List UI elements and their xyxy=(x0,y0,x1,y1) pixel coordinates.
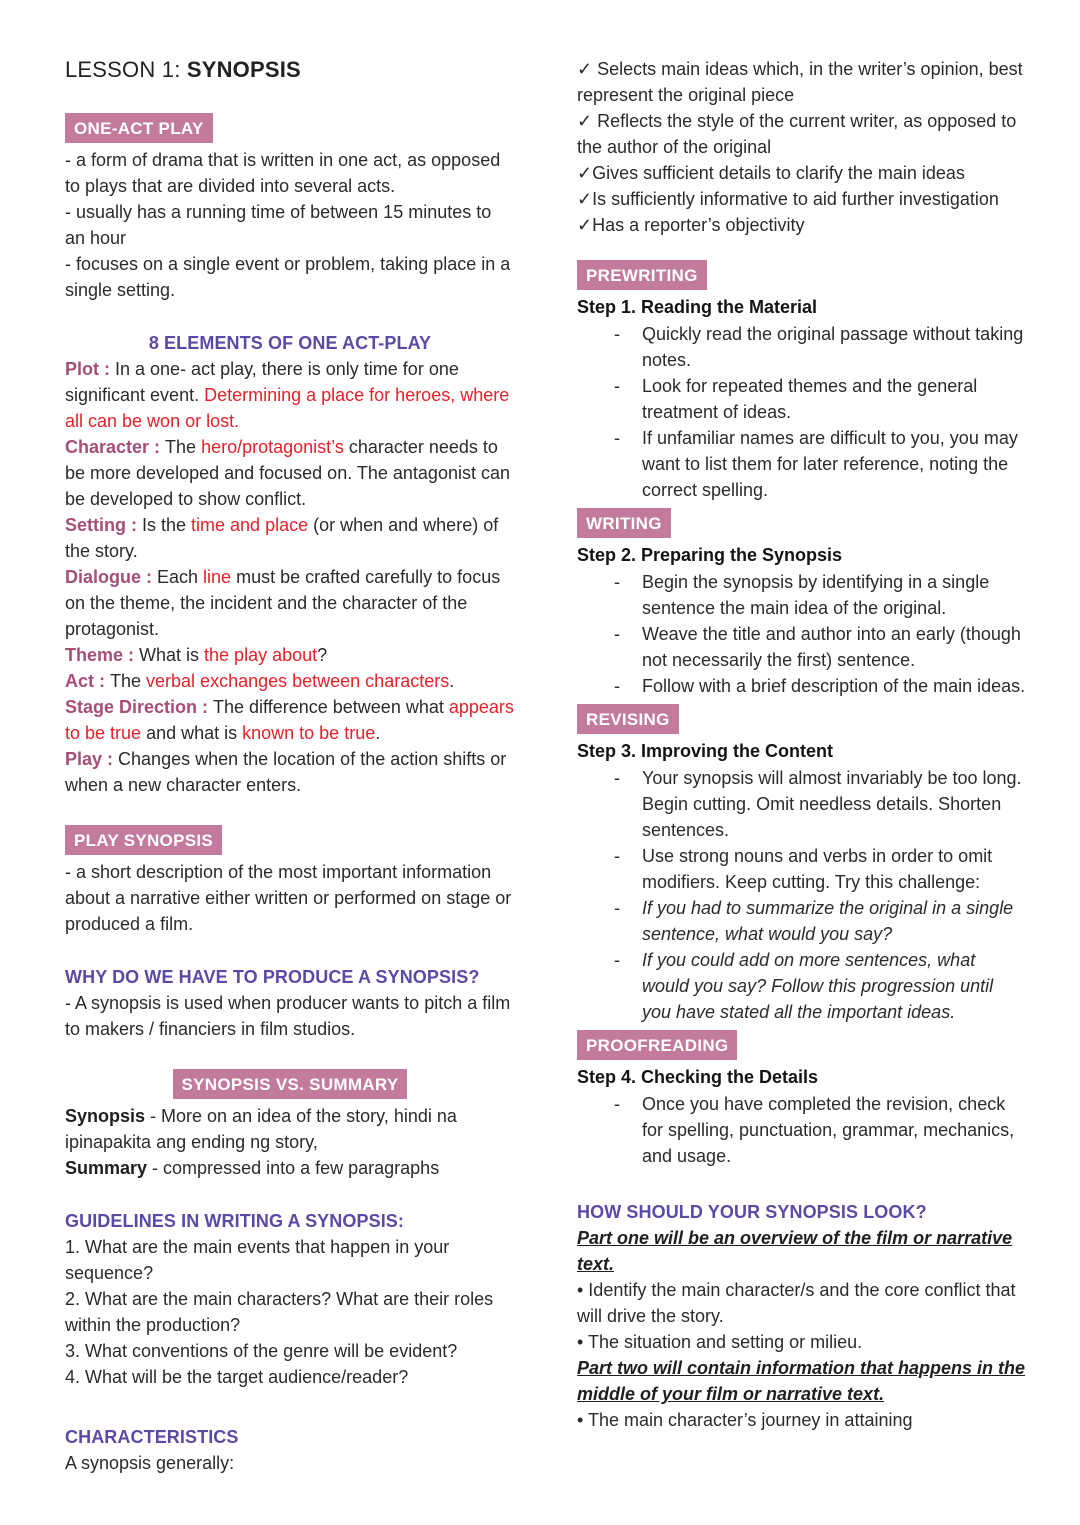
section-guidelines xyxy=(65,1208,515,1390)
vs-item-synopsis: Synopsis - More on an idea of the story, hindi na ipinapakita ang ending ng story, xyxy=(65,1106,457,1152)
guidelines-heading: GUIDELINES IN WRITING A SYNOPSIS: xyxy=(65,1211,404,1231)
part-one-heading: Part one will be an overview of the film or narrative text. xyxy=(577,1228,1013,1274)
chip-row xyxy=(577,704,1027,734)
section-eight-elements xyxy=(65,330,515,798)
bullet-item xyxy=(577,765,1027,843)
chip-row xyxy=(577,260,1027,290)
step-heading: Step 4. Checking the Details xyxy=(577,1067,819,1087)
chip-row xyxy=(65,1069,515,1099)
bullet-item xyxy=(577,947,1027,1025)
dash-marker: - xyxy=(614,1094,620,1114)
lesson-title-word: SYNOPSIS xyxy=(186,57,301,82)
bullet-item xyxy=(577,1091,1027,1169)
section-chip-synopsis-vs-summary: SYNOPSIS VS. SUMMARY xyxy=(173,1069,408,1099)
body-paragraph: - A synopsis is used when producer wants to pitch a film to makers / financiers in film studios. xyxy=(65,993,511,1039)
checklist-item: ✓ Reflects the style of the current writer, as opposed to the author of the original xyxy=(577,111,1017,157)
bullet-text: Use strong nouns and verbs in order to omit modifiers. Keep cutting. Try this challenge: xyxy=(642,846,993,892)
bullet-item xyxy=(577,621,1027,673)
chip-row xyxy=(577,508,1027,538)
bullet-text: Once you have completed the revision, check for spelling, punctuation, grammar, mechanics, and usage. xyxy=(642,1094,1015,1166)
step-writing xyxy=(577,508,1027,699)
characteristics-heading: CHARACTERISTICS xyxy=(65,1427,239,1447)
section-chip-writing: WRITING xyxy=(577,508,671,538)
step-revising xyxy=(577,704,1027,1025)
dash-marker: - xyxy=(614,950,620,970)
chip-row xyxy=(65,825,515,855)
bullet-item xyxy=(577,895,1027,947)
section-characteristics xyxy=(65,1424,515,1476)
guideline-item: 4. What will be the target audience/reader? xyxy=(65,1367,409,1387)
dash-marker: - xyxy=(614,572,620,592)
section-why-synopsis xyxy=(65,964,515,1042)
body-paragraph: A synopsis generally: xyxy=(65,1453,235,1473)
bullet-text: Look for repeated themes and the general treatment of ideas. xyxy=(642,376,978,422)
section-how-should-synopsis-look xyxy=(577,1199,1027,1433)
bullet-text: Begin the synopsis by identifying in a single sentence the main idea of the original. xyxy=(642,572,990,618)
step-heading: Step 3. Improving the Content xyxy=(577,741,834,761)
look-bullet: • The situation and setting or milieu. xyxy=(577,1332,863,1352)
section-chip-play-synopsis: PLAY SYNOPSIS xyxy=(65,825,222,855)
dash-marker: - xyxy=(614,324,620,344)
dash-marker: - xyxy=(614,428,620,448)
dash-marker: - xyxy=(614,768,620,788)
element-item-dialogue: Dialogue : Each line must be crafted carefully to focus on the theme, the incident and the character of the protagonist. xyxy=(65,567,501,639)
lesson-title-prefix: LESSON 1: xyxy=(65,57,187,82)
guideline-item: 2. What are the main characters? What are their roles within the production? xyxy=(65,1289,494,1335)
step-heading: Step 1. Reading the Material xyxy=(577,297,818,317)
section-synopsis-vs-summary xyxy=(65,1069,515,1181)
element-item-stage-direction: Stage Direction : The difference between what appears to be true and what is known to be true. xyxy=(65,697,514,743)
part-two-heading: Part two will contain information that happens in the middle of your film or narrative text. xyxy=(577,1358,1026,1404)
why-heading: WHY DO WE HAVE TO PRODUCE A SYNOPSIS? xyxy=(65,967,480,987)
look-bullet: • The main character’s journey in attaining xyxy=(577,1410,913,1430)
element-item-theme: Theme : What is the play about? xyxy=(65,645,328,665)
bullet-text: If unfamiliar names are difficult to you, you may want to list them for later reference, noting the correct spelling. xyxy=(642,428,1018,500)
chip-row xyxy=(65,113,515,143)
element-item-setting: Setting : Is the time and place (or when and where) of the story. xyxy=(65,515,499,561)
eight-elements-heading: 8 ELEMENTS OF ONE ACT-PLAY xyxy=(148,333,432,353)
dash-marker: - xyxy=(614,898,620,918)
element-item-play: Play : Changes when the location of the action shifts or when a new character enters. xyxy=(65,749,507,795)
section-chip-revising: REVISING xyxy=(577,704,679,734)
bullet-item xyxy=(577,373,1027,425)
guideline-item: 1. What are the main events that happen in your sequence? xyxy=(65,1237,450,1283)
bullet-text: Your synopsis will almost invariably be too long. Begin cutting. Omit needless details. Shorten sentences. xyxy=(642,768,1022,840)
synopsis-checklist xyxy=(577,56,1027,238)
body-paragraph: - a short description of the most important information about a narrative either written or performed on stage or produced a film. xyxy=(65,862,512,934)
look-bullet: • Identify the main character/s and the core conflict that will drive the story. xyxy=(577,1280,1016,1326)
step-heading: Step 2. Preparing the Synopsis xyxy=(577,545,843,565)
left-column xyxy=(65,56,515,1476)
look-heading: HOW SHOULD YOUR SYNOPSIS LOOK? xyxy=(577,1202,927,1222)
bullet-item xyxy=(577,321,1027,373)
bullet-item xyxy=(577,843,1027,895)
dash-marker: - xyxy=(614,846,620,866)
vs-item-summary: Summary - compressed into a few paragraphs xyxy=(65,1158,440,1178)
dash-marker: - xyxy=(614,624,620,644)
bullet-text: Follow with a brief description of the main ideas. xyxy=(642,676,1026,696)
body-paragraph: - usually has a running time of between 15 minutes to an hour xyxy=(65,202,492,248)
step-proofreading xyxy=(577,1030,1027,1169)
body-paragraph: - a form of drama that is written in one act, as opposed to plays that are divided into several acts. xyxy=(65,150,501,196)
checklist-item: ✓ Selects main ideas which, in the writer’s opinion, best represent the original piece xyxy=(577,59,1023,105)
section-one-act-play xyxy=(65,113,515,303)
checklist-item: ✓Is sufficiently informative to aid further investigation xyxy=(577,189,999,209)
section-chip-one-act-play: ONE-ACT PLAY xyxy=(65,113,213,143)
element-item-character: Character : The hero/protagonist’s character needs to be more developed and focused on. The antagonist can be developed to show conflict. xyxy=(65,437,510,509)
dash-marker: - xyxy=(614,376,620,396)
element-item-act: Act : The verbal exchanges between characters. xyxy=(65,671,455,691)
element-item-plot: Plot : In a one- act play, there is only time for one significant event. Determining a place for heroes, where all can be won or lost. xyxy=(65,359,510,431)
checklist-item: ✓Has a reporter’s objectivity xyxy=(577,215,805,235)
bullet-text: If you had to summarize the original in a single sentence, what would you say? xyxy=(642,898,1014,944)
chip-row xyxy=(577,1030,1027,1060)
guideline-item: 3. What conventions of the genre will be evident? xyxy=(65,1341,458,1361)
bullet-item xyxy=(577,425,1027,503)
checklist-item: ✓Gives sufficient details to clarify the main ideas xyxy=(577,163,965,183)
step-prewriting xyxy=(577,260,1027,503)
bullet-item xyxy=(577,673,1027,699)
lesson-title xyxy=(65,56,515,84)
dash-marker: - xyxy=(614,676,620,696)
bullet-text: Quickly read the original passage without taking notes. xyxy=(642,324,1024,370)
section-play-synopsis xyxy=(65,825,515,937)
section-chip-proofreading: PROOFREADING xyxy=(577,1030,737,1060)
body-paragraph: - focuses on a single event or problem, taking place in a single setting. xyxy=(65,254,511,300)
bullet-item xyxy=(577,569,1027,621)
bullet-text: If you could add on more sentences, what would you say? Follow this progression until you have stated all the important ideas. xyxy=(642,950,994,1022)
section-chip-prewriting: PREWRITING xyxy=(577,260,707,290)
right-column xyxy=(577,56,1027,1476)
bullet-text: Weave the title and author into an early (though not necessarily the first) sentence. xyxy=(642,624,1021,670)
